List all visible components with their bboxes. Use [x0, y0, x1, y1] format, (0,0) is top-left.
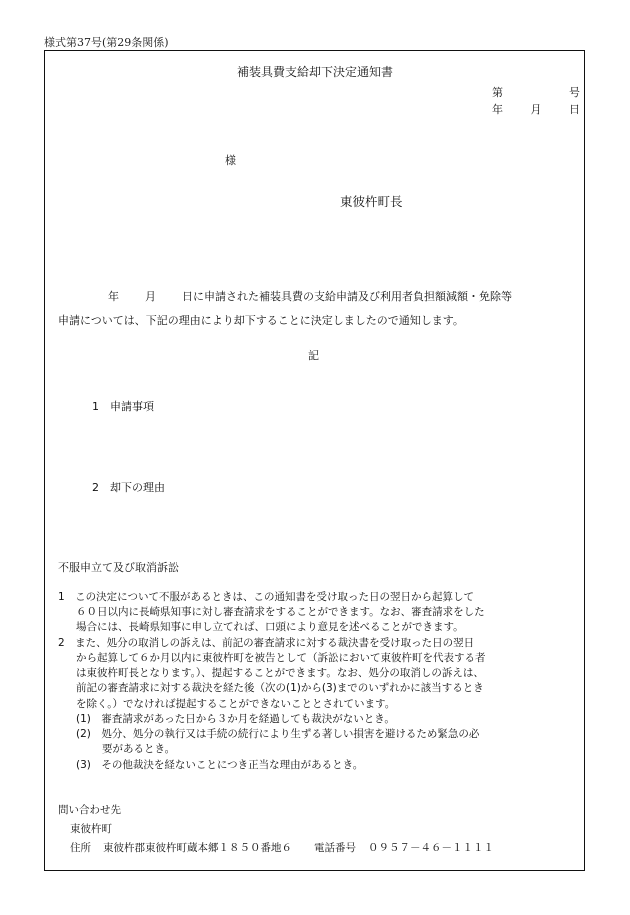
- date-year: 年: [492, 103, 503, 116]
- body-month: 月: [145, 290, 156, 303]
- body-line-1: [108, 288, 512, 304]
- appeal-line: (3) その他裁決を経ないことにつき正当な理由があるとき。: [76, 759, 364, 771]
- appeal-line: (2) 処分、処分の執行又は手続の続行により生ずる著しい損害を避けるため緊急の必: [76, 728, 480, 740]
- contact-org: 東彼杵町: [70, 823, 112, 835]
- contact-line: [70, 840, 494, 855]
- appeal-line: ６０日以内に長崎県知事に対し審査請求をすることができます。なお、審査請求をした: [76, 606, 485, 618]
- appeal-line: 前記の審査請求に対する裁決を経た後（次の(1)から(3)までのいずれかに該当するとき: [76, 682, 484, 694]
- form-label: 様式第37号(第29条関係): [44, 36, 169, 49]
- issuer-name: 東彼杵町長: [340, 194, 403, 209]
- appeal-line: (1) 審査請求があった日から３か月を経過しても裁決がないとき。: [76, 713, 395, 725]
- item-reason: 2 却下の理由: [92, 481, 165, 494]
- phone-label: 電話番号: [314, 842, 356, 854]
- document-title: 補装具費支給却下決定通知書: [236, 65, 393, 79]
- appeal-line: は東彼杵町長となります。）、提起することができます。なお、処分の取消しの訴えは、: [76, 667, 484, 679]
- appeal-line: から起算して６か月以内に東彼杵町を被告として（訴訟において東彼杵町を代表する者: [76, 652, 486, 664]
- body-line-1-rest: 日に申請された補装具費の支給申請及び利用者負担額減額・免除等: [182, 290, 512, 303]
- body-line-2: 申請については、下記の理由により却下することに決定しましたので通知します。: [58, 314, 464, 327]
- contact-heading: 問い合わせ先: [58, 804, 121, 816]
- ki-heading: 記: [308, 349, 319, 362]
- phone-value: ０９５７－４６－１１１１: [368, 842, 494, 854]
- body-year: 年: [108, 290, 119, 303]
- appeal-heading: 不服申立て及び取消訴訟: [58, 561, 179, 574]
- item-application: 1 申請事項: [92, 400, 154, 413]
- appeal-line: 場合には、長崎県知事に申し立てれば、口頭により意見を述べることができます。: [76, 621, 464, 633]
- address-value: 東彼杵郡東彼杵町蔵本郷１８５０番地６: [103, 842, 292, 854]
- appeal-line: 2 また、処分の取消しの訴えは、前記の審査請求に対する裁決書を受け取った日の翌日: [58, 637, 475, 649]
- addressee-suffix: 様: [225, 154, 236, 167]
- appeal-line: 1 この決定について不服があるときは、この通知書を受け取った日の翌日から起算して: [58, 591, 474, 603]
- document-number: [492, 84, 580, 100]
- appeal-line: 要があるとき。: [102, 743, 176, 755]
- address-label: 住所: [70, 842, 91, 854]
- appeal-line: を除く。）でなければ提起することができないこととされています。: [76, 698, 396, 710]
- document-date: [492, 101, 580, 117]
- date-day: 日: [569, 103, 580, 116]
- date-month: 月: [530, 103, 542, 116]
- number-suffix: 号: [569, 86, 580, 99]
- number-prefix: 第: [492, 86, 503, 99]
